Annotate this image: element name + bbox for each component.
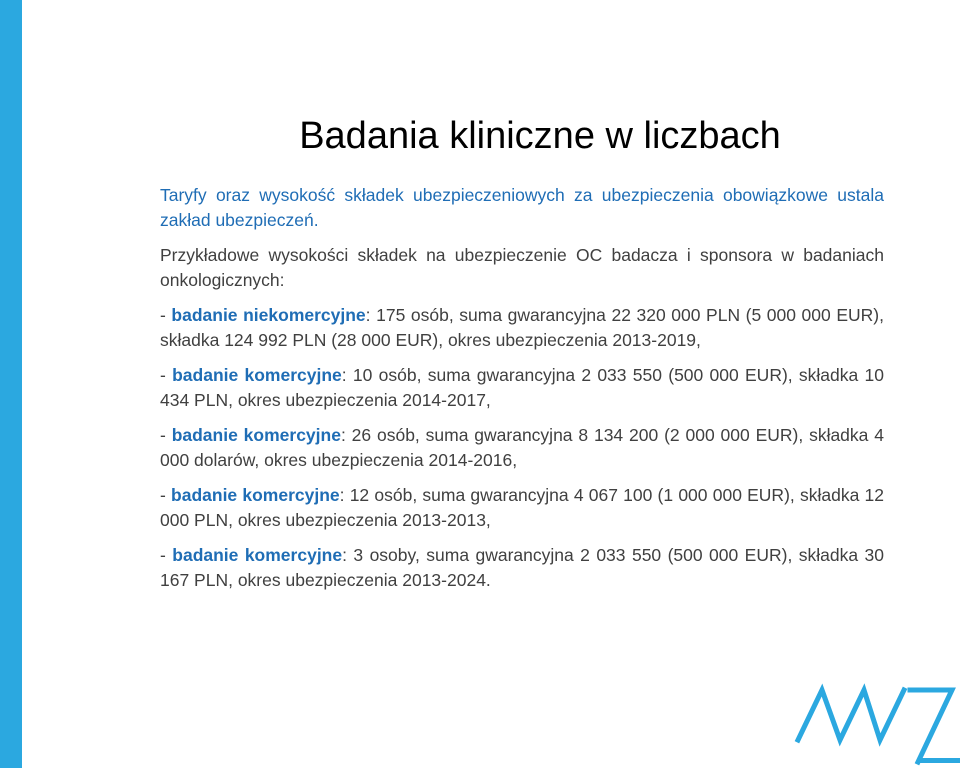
- list-item: [160, 543, 884, 593]
- item-text: : 3 osoby, suma gwarancyjna 2 033 550 (500 000 EUR), składka 30 167 PLN, okres ubezpieczenia 2013-2024.: [160, 545, 884, 590]
- page-title: Badania kliniczne w liczbach: [299, 115, 781, 157]
- item-prefix: -: [160, 485, 172, 505]
- item-label: badanie komercyjne: [172, 545, 343, 565]
- item-text: : 12 osób, suma gwarancyjna 4 067 100 (1 000 000 EUR), składka 12 000 PLN, okres ubezpieczenia 2013-2013,: [160, 485, 884, 530]
- item-label: badanie komercyjne: [171, 485, 340, 505]
- slide-content: [160, 183, 884, 593]
- item-label: badanie komercyjne: [172, 365, 342, 385]
- list-item: [160, 483, 884, 533]
- item-text: : 26 osób, suma gwarancyjna 8 134 200 (2 000 000 EUR), składka 4 000 dolarów, okres ubezpieczenia 2014-2016,: [160, 425, 884, 470]
- examples-intro-paragraph: Przykładowe wysokości składek na ubezpieczenie OC badacza i sponsora w badaniach onkologicznych:: [160, 245, 884, 290]
- item-prefix: -: [160, 365, 173, 385]
- amz-logo-icon: [784, 680, 960, 768]
- item-label: badanie niekomercyjne: [171, 305, 366, 325]
- list-item: [160, 423, 884, 473]
- list-item: [160, 303, 884, 353]
- left-accent-bar: [0, 0, 22, 768]
- item-label: badanie komercyjne: [171, 425, 341, 445]
- item-text: : 10 osób, suma gwarancyjna 2 033 550 (500 000 EUR), składka 10 434 PLN, okres ubezpieczenia 2014-2017,: [160, 365, 884, 410]
- item-prefix: -: [160, 425, 172, 445]
- item-prefix: -: [160, 545, 173, 565]
- list-item: [160, 363, 884, 413]
- intro-paragraph: Taryfy oraz wysokość składek ubezpieczeniowych za ubezpieczenia obowiązkowe ustala zakład ubezpieczeń.: [160, 185, 884, 230]
- item-prefix: -: [160, 305, 172, 325]
- item-text: : 175 osób, suma gwarancyjna 22 320 000 PLN (5 000 000 EUR), składka 124 992 PLN (28 000 EUR), okres ubezpieczenia 2013-2019,: [160, 305, 884, 350]
